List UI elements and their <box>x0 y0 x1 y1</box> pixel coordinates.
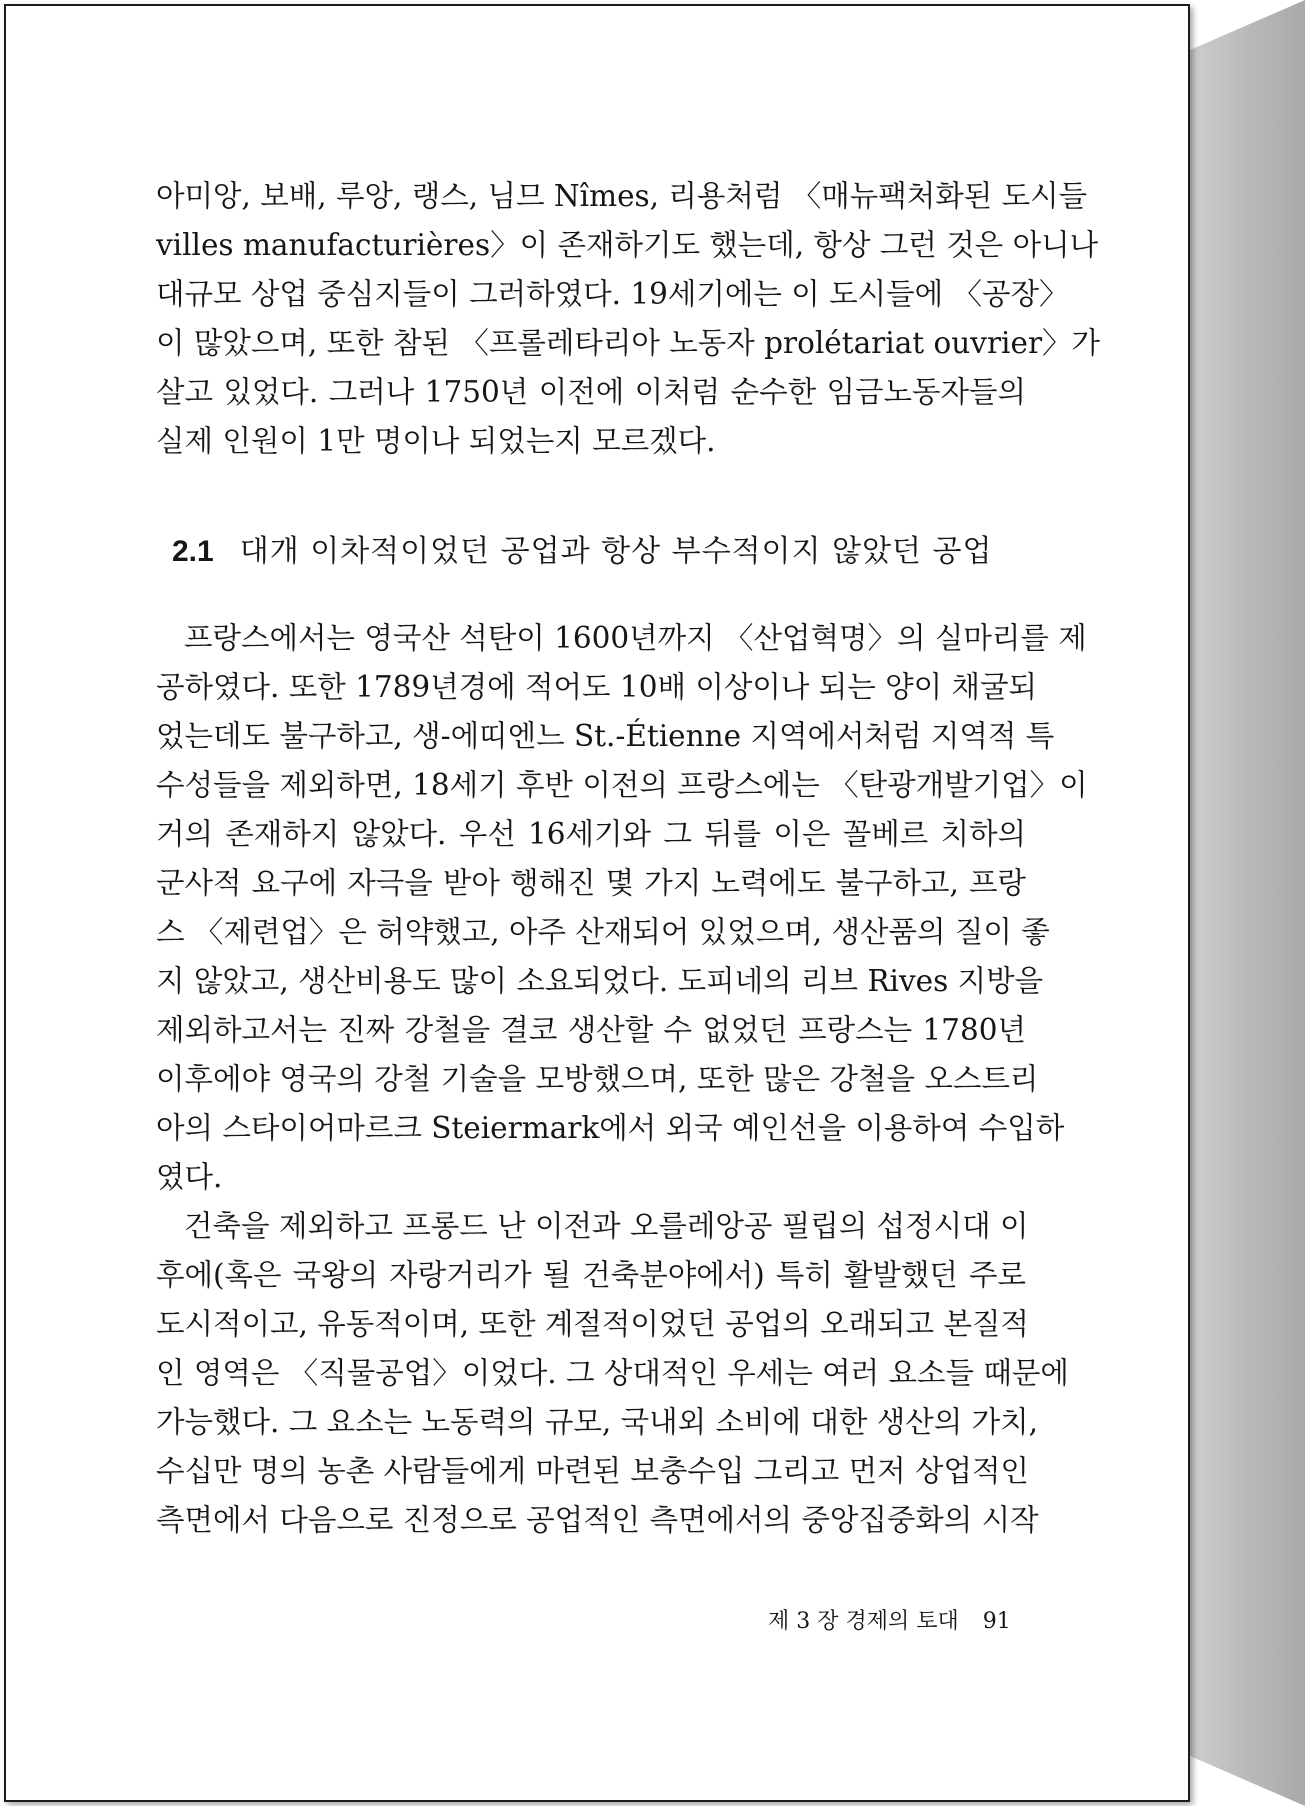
book-edge-top <box>1190 0 1305 50</box>
text-line: 실제 인원이 1만 명이나 되었는지 모르겠다. <box>156 424 716 458</box>
book-edge-bottom <box>1190 1756 1305 1806</box>
text-line: 살고 있었다. 그러나 1750년 이전에 이처럼 순수한 임금노동자들의 <box>156 375 1026 409</box>
text-line: 가능했다. 그 요소는 노동력의 규모, 국내외 소비에 대한 생산의 가치, <box>156 1405 1038 1439</box>
page-content <box>156 172 1101 1545</box>
text-line: 이 많았으며, 또한 참된 〈프롤레타리아 노동자 prolétariat ouvrier〉가 <box>156 326 1101 360</box>
page-footer <box>768 1604 1011 1635</box>
text-line: 수성들을 제외하면, 18세기 후반 이전의 프랑스에는 〈탄광개발기업〉이 <box>156 768 1088 802</box>
section-heading <box>172 530 1026 574</box>
text-line: 수십만 명의 농촌 사람들에게 마련된 보충수입 그리고 먼저 상업적인 <box>156 1454 1029 1488</box>
text-line: 공하였다. 또한 1789년경에 적어도 10배 이상이나 되는 양이 채굴되 <box>156 670 1037 704</box>
book-page <box>4 4 1190 1802</box>
text-line: 이후에야 영국의 강철 기술을 모방했으며, 또한 많은 강철을 오스트리 <box>156 1062 1039 1096</box>
book-edge <box>1190 0 1305 1806</box>
text-line: 측면에서 다음으로 진정으로 공업적인 측면에서의 중앙집중화의 시작 <box>156 1503 1039 1537</box>
section-number: 2.1 <box>172 535 214 568</box>
page-number: 91 <box>982 1609 1011 1634</box>
section-title: 대개 이차적이었던 공업과 항상 부수적이지 않았던 공업 <box>239 534 993 569</box>
text-line: 프랑스에서는 영국산 석탄이 1600년까지 〈산업혁명〉의 실마리를 제 <box>184 621 1087 655</box>
running-head: 제 3 장 경제의 토대 <box>768 1609 959 1634</box>
text-line: 군사적 요구에 자극을 받아 행해진 몇 가지 노력에도 불구하고, 프랑 <box>156 866 1026 900</box>
text-line: 아미앙, 보배, 루앙, 랭스, 님므 Nîmes, 리용처럼 〈매뉴팩처화된 도시들 <box>156 179 1088 213</box>
text-line: 대규모 상업 중심지들이 그러하였다. 19세기에는 이 도시들에 〈공장〉 <box>156 277 1069 311</box>
text-line: 스 〈제련업〉은 허약했고, 아주 산재되어 있었으며, 생산품의 질이 좋 <box>156 915 1050 949</box>
text-line: 지 않았고, 생산비용도 많이 소요되었다. 도피네의 리브 Rives 지방을 <box>156 964 1044 998</box>
paragraph-1 <box>156 172 1101 466</box>
paragraph-2 <box>156 614 1088 1202</box>
text-line: 였다. <box>156 1160 223 1194</box>
text-line: villes manufacturières〉이 존재하기도 했는데, 항상 그런 것은 아니나 <box>156 228 1099 262</box>
text-line: 도시적이고, 유동적이며, 또한 계절적이었던 공업의 오래되고 본질적 <box>156 1307 1029 1341</box>
text-line: 인 영역은 〈직물공업〉이었다. 그 상대적인 우세는 여러 요소들 때문에 <box>156 1356 1069 1390</box>
text-line: 아의 스타이어마르크 Steiermark에서 외국 예인선을 이용하여 수입하 <box>156 1111 1065 1145</box>
text-line: 제외하고서는 진짜 강철을 결코 생산할 수 없었던 프랑스는 1780년 <box>156 1013 1026 1047</box>
paragraph-3 <box>156 1202 1069 1545</box>
text-line: 후에(혹은 국왕의 자랑거리가 될 건축분야에서) 특히 활발했던 주로 <box>156 1258 1026 1292</box>
text-line: 었는데도 불구하고, 생-에띠엔느 St.-Étienne 지역에서처럼 지역적 특 <box>156 719 1055 753</box>
text-line: 거의 존재하지 않았다. 우선 16세기와 그 뒤를 이은 꼴베르 치하의 <box>156 817 1026 851</box>
text-line: 건축을 제외하고 프롱드 난 이전과 오를레앙공 필립의 섭정시대 이 <box>184 1209 1029 1243</box>
